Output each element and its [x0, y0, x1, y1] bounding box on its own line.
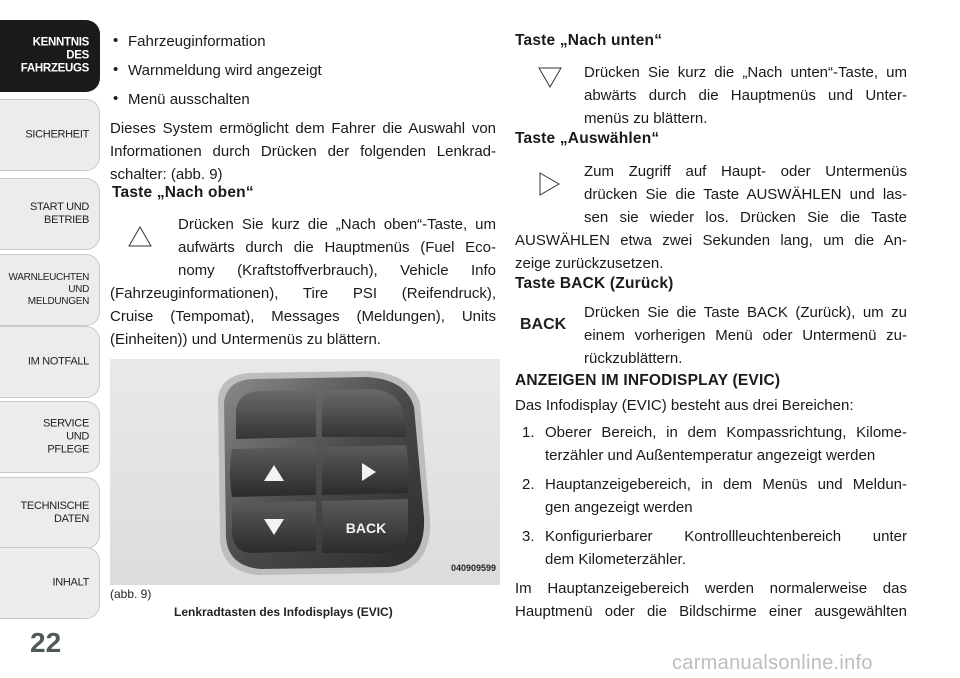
up-text-line: nomy (Kraftstoffverbrauch), Vehicle Info: [178, 262, 496, 279]
closing-line: Im Hauptanzeigebereich werden normalerweise das: [515, 580, 907, 597]
back-text-line: Drücken Sie die Taste BACK (Zurück), um zu: [584, 304, 907, 321]
select-text-line: AUSWÄHLEN etwa zwei Sekunden lang, um die An-: [515, 232, 907, 249]
down-text-line: menüs zu blättern.: [584, 110, 708, 127]
back-text-line: einem vorherigen Menü oder Untermenü zu-: [584, 327, 907, 344]
watermark: carmanualsonline.info: [672, 652, 873, 674]
page-number: 22: [30, 627, 62, 658]
up-text-line: (Fahrzeuginformationen), Tire PSI (Reifendruck),: [110, 285, 496, 302]
heading-auswaehlen: Taste „Auswählen“: [515, 130, 660, 147]
bullet-dot: •: [113, 90, 119, 107]
tab-technische-daten[interactable]: [0, 477, 100, 549]
steering-wheel-buttons-photo: [110, 359, 500, 585]
arrow-down-icon: [538, 66, 562, 88]
down-text-line: abwärts durch die Hauptmenüs und Unter-: [584, 87, 907, 104]
tab-label-line: INHALT: [52, 576, 89, 589]
tab-label-line: START UND: [29, 201, 89, 213]
intro-line: Dieses System ermöglicht dem Fahrer die Auswahl von: [110, 120, 496, 137]
list-number: 3.: [522, 528, 535, 545]
bullet-item: Menü ausschalten: [128, 91, 250, 108]
tab-label-line: KENNTNIS: [32, 36, 89, 49]
list-number: 1.: [522, 424, 535, 441]
figure-ref: (abb. 9): [110, 587, 152, 601]
select-text-line: Zum Zugriff auf Haupt- oder Untermenüs: [584, 163, 907, 180]
arrow-right-icon: [538, 172, 560, 196]
list-item-line: dem Kilometerzähler.: [545, 551, 686, 568]
list-number: 2.: [522, 476, 535, 493]
tab-label-line: TECHNISCHE: [20, 500, 89, 512]
intro-line: Informationen durch Drücken der folgenden Lenkrad-: [110, 143, 496, 160]
tab-label-line: PFLEGE: [47, 443, 89, 456]
list-item-line: Oberer Bereich, in dem Kompassrichtung, Kilome-: [545, 424, 907, 441]
tab-label-line: UND: [66, 430, 89, 443]
bullet-dot: •: [113, 61, 119, 78]
heading-nach-oben: Taste „Nach oben“: [112, 184, 254, 201]
figure-caption: Lenkradtasten des Infodisplays (EVIC): [174, 605, 393, 619]
up-text-line: Drücken Sie kurz die „Nach oben“-Taste, um: [178, 216, 496, 233]
down-text-line: Drücken Sie kurz die „Nach unten“-Taste, um: [584, 64, 907, 81]
tab-label-line: UND: [68, 284, 89, 295]
tab-label-line: DES: [66, 49, 89, 62]
closing-line: Hauptmenü oder die Bildschirme einer ausgewählten: [515, 603, 907, 620]
button-back-text: BACK: [345, 520, 387, 536]
tab-label-line: SICHERHEIT: [25, 128, 89, 141]
back-text-line: rückzublättern.: [584, 350, 683, 367]
bullet-item: Warnmeldung wird angezeigt: [128, 62, 322, 79]
tab-service-und-pflege[interactable]: [0, 401, 100, 473]
figure-code: 040909599: [450, 563, 496, 573]
heading-nach-unten: Taste „Nach unten“: [515, 32, 663, 49]
tab-label-line: SERVICE: [43, 417, 89, 430]
up-text-line: aufwärts durch die Hauptmenüs (Fuel Eco-: [178, 239, 496, 256]
tab-start-und-betrieb[interactable]: [0, 178, 100, 250]
tab-im-notfall[interactable]: [0, 326, 100, 398]
tab-inhalt[interactable]: [0, 547, 100, 619]
list-item-line: Konfigurierbarer Kontrollleuchtenbereich unter: [545, 528, 907, 545]
tab-label-line: BETRIEB: [44, 214, 89, 226]
select-text-line: drücken Sie die Taste AUSWÄHLEN und las-: [584, 186, 907, 203]
select-text-line: zeige zurückzusetzen.: [515, 255, 664, 272]
list-item-line: terzähler und Außentemperatur angezeigt werden: [545, 447, 876, 464]
bullet-dot: •: [113, 32, 119, 49]
section-intro: Das Infodisplay (EVIC) besteht aus drei Bereichen:: [515, 397, 854, 414]
tab-label-line: IM NOTFALL: [27, 355, 89, 368]
tab-sicherheit[interactable]: [0, 99, 100, 171]
tab-label-line: DATEN: [54, 513, 89, 525]
list-item-line: Hauptanzeigebereich, in dem Menüs und Meldun-: [545, 476, 907, 493]
up-text-line: (Einheiten)) und Untermenüs zu blättern.: [110, 331, 381, 348]
heading-back: Taste BACK (Zurück): [515, 275, 674, 292]
select-text-line: sen sie wieder los. Drücken Sie die Taste: [584, 209, 907, 226]
bullet-item: Fahrzeuginformation: [128, 33, 266, 50]
tab-label-line: FAHRZEUGS: [20, 62, 89, 75]
tab-warnleuchten-und-meldungen[interactable]: [0, 254, 100, 326]
tab-kenntnis-des-fahrzeugs[interactable]: [0, 20, 100, 92]
up-text-line: Cruise (Tempomat), Messages (Meldungen), Units: [110, 308, 496, 325]
intro-line: schalter: (abb. 9): [110, 166, 223, 183]
back-icon-label: BACK: [520, 316, 567, 333]
tab-label-line: MELDUNGEN: [27, 296, 89, 307]
button-cluster-illustration: [110, 359, 500, 585]
section-heading: ANZEIGEN IM INFODISPLAY (EVIC): [515, 372, 781, 389]
arrow-up-icon: [128, 226, 152, 248]
list-item-line: gen angezeigt werden: [545, 499, 693, 516]
tab-label-line: WARNLEUCHTEN: [8, 272, 89, 283]
